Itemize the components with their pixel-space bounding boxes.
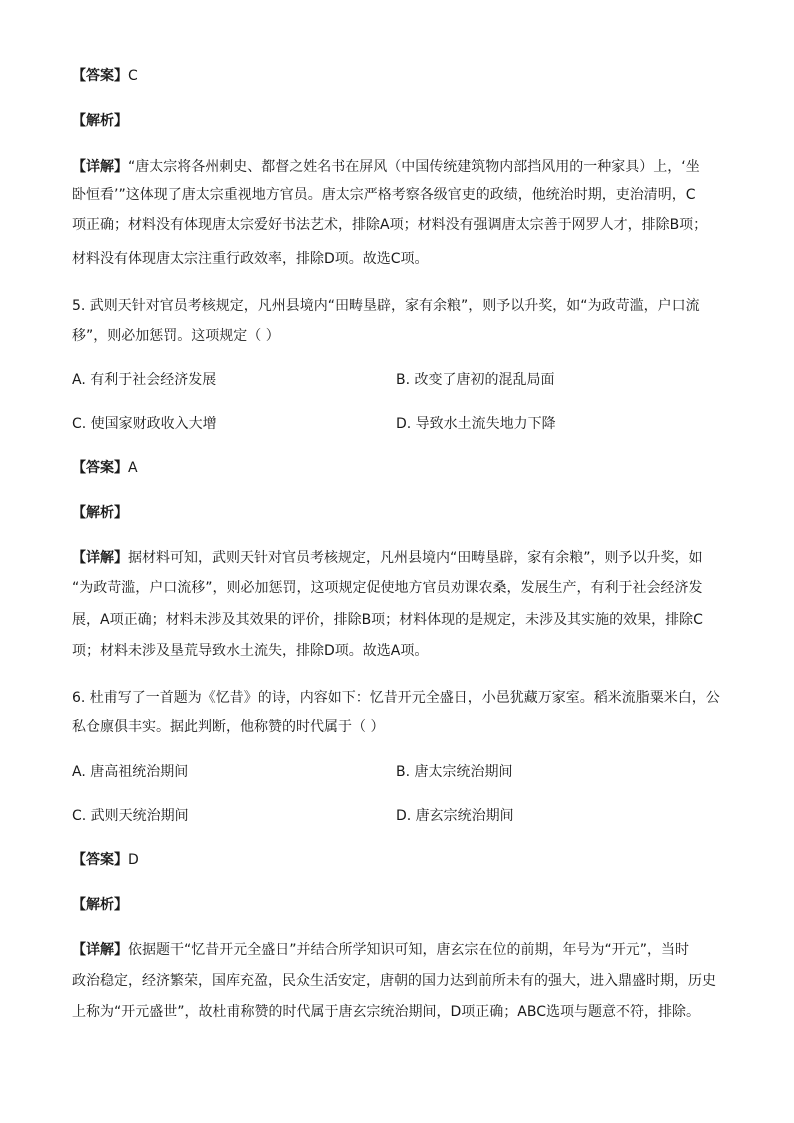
- detail-text: “唐太宗将各州刺史、都督之姓名书在屏风（中国传统建筑物内部挡风用的一种家具）上，‘坐: [128, 159, 700, 175]
- option-d: D. 导致水土流失地力下降: [396, 416, 556, 432]
- analysis-tag: 【解析】: [72, 505, 128, 521]
- detail-text: 依据题干“忆昔开元全盛日”并结合所学知识可知，唐玄宗在位的前期，年号为“开元”，当时: [128, 942, 690, 958]
- question-stem: 5. 武则天针对官员考核规定，凡州县境内“田畴垦辟，家有余粮”，则予以升奖，如“为政苛滥，户口流: [72, 298, 700, 314]
- answer-value: A: [128, 460, 138, 476]
- answer-value: C: [128, 68, 138, 84]
- option-a: A. 唐高祖统治期间: [72, 764, 189, 780]
- question-stem: 移”，则必加惩罚。这项规定（ ）: [72, 328, 280, 344]
- detail-line: 上称为“开元盛世”，故杜甫称赞的时代属于唐玄宗统治期间，D项正确；ABC选项与题意不符，排除。: [72, 1004, 700, 1020]
- detail-line: [72, 940, 689, 960]
- detail-line: 卧恒看’”这体现了唐太宗重视地方官员。唐太宗严格考察各级官吏的政绩，他统治时期，吏治清明，C: [72, 187, 696, 203]
- detail-line: 政治稳定，经济繁荣，国库充盈，民众生活安定，唐朝的国力达到前所未有的强大，进入鼎盛时期，历史: [72, 973, 716, 989]
- detail-tag: 【详解】: [72, 942, 128, 958]
- option-b: B. 唐太宗统治期间: [396, 764, 513, 780]
- option-d: D. 唐玄宗统治期间: [396, 808, 514, 824]
- analysis-heading: [72, 503, 128, 523]
- option-c: C. 使国家财政收入大增: [72, 416, 217, 432]
- detail-line: [72, 157, 700, 177]
- question-stem: 6. 杜甫写了一首题为《忆昔》的诗，内容如下：忆昔开元全盛日，小邑犹藏万家室。稻米流脂粟米白，公: [72, 690, 720, 706]
- question-stem: 私仓廪俱丰实。据此判断，他称赞的时代属于（ ）: [72, 719, 385, 735]
- detail-line: 项正确；材料没有体现唐太宗爱好书法艺术，排除A项；材料没有强调唐太宗善于网罗人才，排除B项；: [72, 217, 708, 233]
- answer-line: [72, 850, 139, 870]
- analysis-heading: [72, 895, 128, 915]
- option-b: B. 改变了唐初的混乱局面: [396, 372, 555, 388]
- detail-tag: 【详解】: [72, 550, 128, 566]
- answer-value: D: [128, 852, 139, 868]
- option-c: C. 武则天统治期间: [72, 808, 189, 824]
- answer-line: [72, 458, 138, 478]
- answer-line: [72, 66, 138, 86]
- detail-line: “为政苛滥，户口流移”，则必加惩罚，这项规定促使地方官员劝课农桑，发展生产，有利于社会经济发: [72, 580, 703, 596]
- analysis-tag: 【解析】: [72, 897, 128, 913]
- answer-tag: 【答案】: [72, 852, 128, 868]
- detail-tag: 【详解】: [72, 159, 128, 175]
- detail-line: [72, 548, 703, 568]
- analysis-heading: [72, 111, 128, 131]
- detail-line: 展，A项正确；材料未涉及其效果的评价，排除B项；材料体现的是规定，未涉及其实施的效果，排除C: [72, 612, 703, 628]
- detail-line: 项；材料未涉及垦荒导致水土流失，排除D项。故选A项。: [72, 643, 429, 659]
- detail-line: 材料没有体现唐太宗注重行政效率，排除D项。故选C项。: [72, 251, 429, 267]
- option-a: A. 有利于社会经济发展: [72, 372, 217, 388]
- answer-tag: 【答案】: [72, 460, 128, 476]
- detail-text: 据材料可知，武则天针对官员考核规定，凡州县境内“田畴垦辟，家有余粮”，则予以升奖，如: [128, 550, 703, 566]
- answer-tag: 【答案】: [72, 68, 128, 84]
- analysis-tag: 【解析】: [72, 113, 128, 129]
